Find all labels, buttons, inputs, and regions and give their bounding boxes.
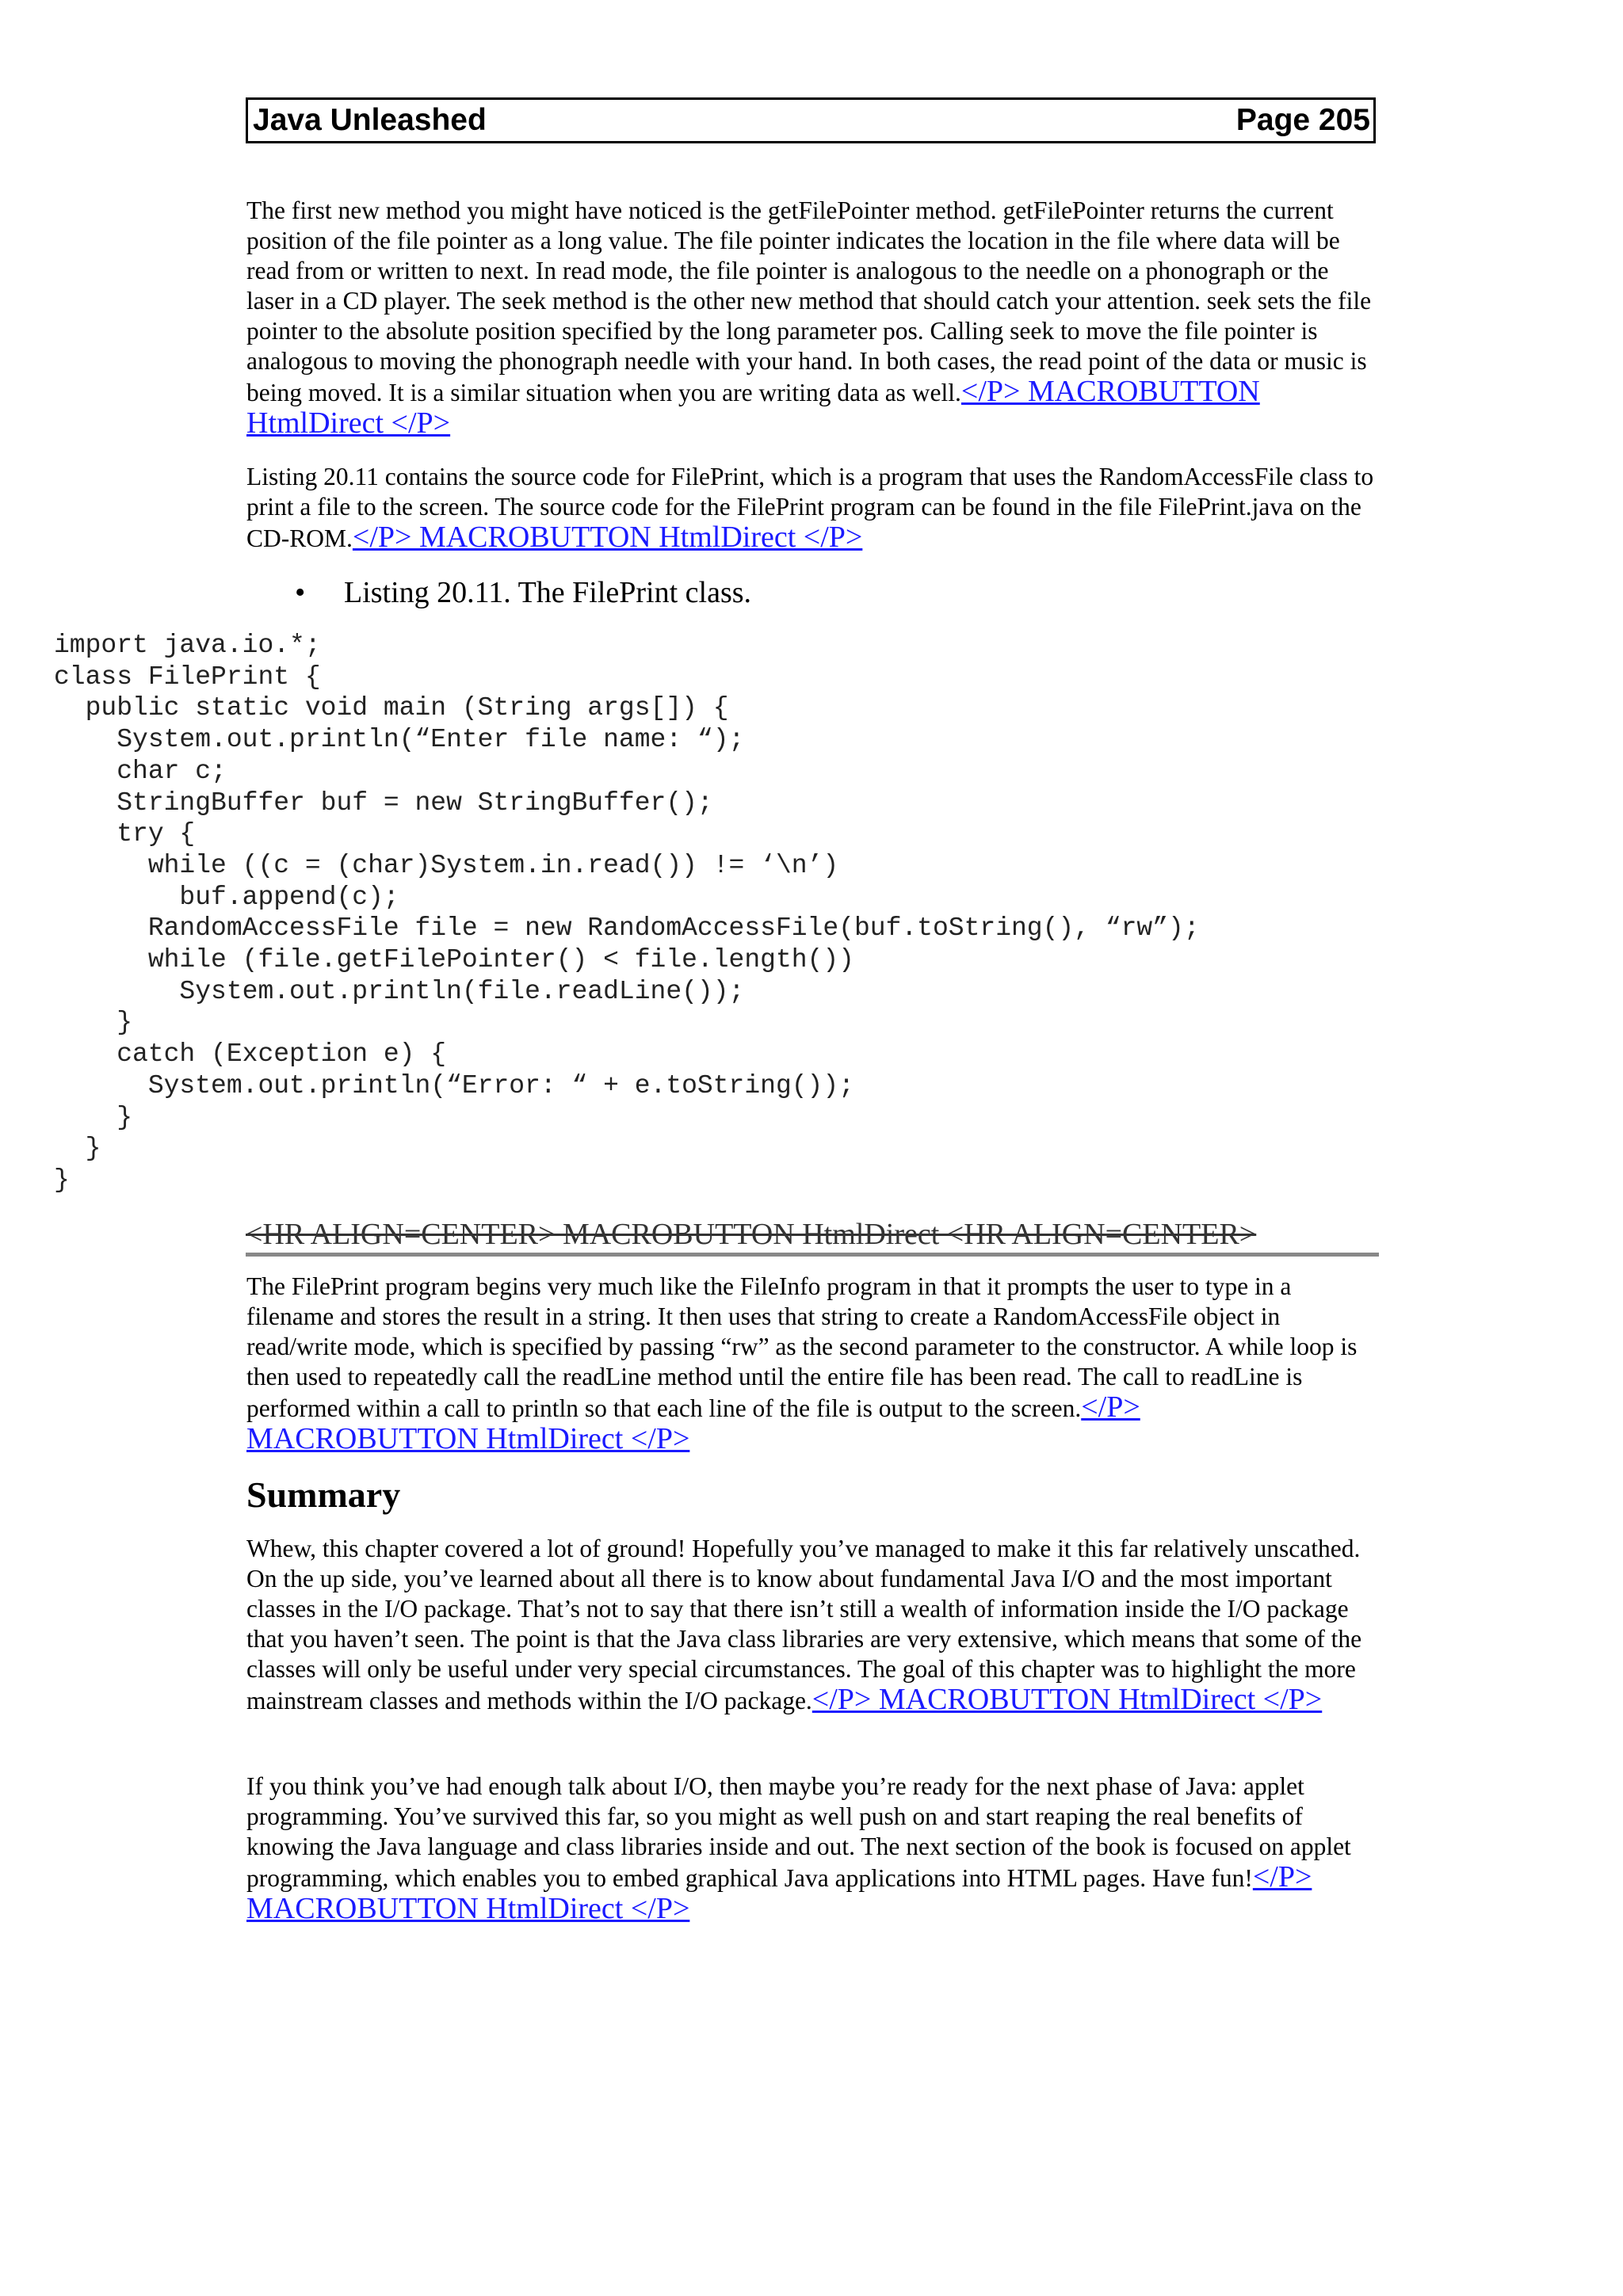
macrobutton-link[interactable]: </P> MACROBUTTON HtmlDirect </P>	[812, 1683, 1323, 1716]
section-heading-summary: Summary	[246, 1474, 401, 1515]
paragraph-fileprint-description	[246, 1272, 1380, 1455]
book-title: Java Unleashed	[253, 103, 487, 137]
bullet-icon: •	[295, 576, 306, 609]
macrobutton-link[interactable]: </P> MACROBUTTON HtmlDirect </P>	[352, 521, 863, 554]
paragraph-listing-intro	[246, 462, 1380, 554]
hr-macro-line[interactable]: <HR ALIGN=CENTER> MACROBUTTON HtmlDirect <HR ALIGN=CENTER>	[246, 1216, 1379, 1257]
listing-caption	[295, 574, 751, 611]
paragraph-next-section	[246, 1772, 1380, 1925]
paragraph-file-pointer	[246, 196, 1380, 440]
macrobutton-link[interactable]: </P> MACROBUTTON HtmlDirect </P>	[246, 1860, 1312, 1925]
paragraph-text: Whew, this chapter covered a lot of ground! Hopefully you’ve managed to make it this far relatively unscathed. On the up side, you’ve learned about all there is to know about fundamental Java I/O and the most important classes in the I/O package. That’s not to say that there isn’t still a wealth of information inside the I/O package that you haven’t seen. The point is that the Java class libraries are very extensive, which means that some of the classes will only be useful under very special circumstances. The goal of this chapter was to highlight the more mainstream classes and methods within the I/O package.	[246, 1535, 1362, 1714]
paragraph-text: Listing 20.11 contains the source code for FilePrint, which is a program that uses the RandomAccessFile class to print a file to the screen. The source code for the FilePrint program can be found in the file FilePrint.java on the CD-ROM.	[246, 463, 1374, 552]
macrobutton-link[interactable]: </P> MACROBUTTON HtmlDirect </P>	[246, 375, 1260, 440]
paragraph-text: The first new method you might have noticed is the getFilePointer method. getFilePointer returns the current position of the file pointer as a long value. The file pointer indicates the location in the file where data will be read from or written to next. In read mode, the file pointer is analogous to the needle on a phonograph or the laser in a CD player. The seek method is the other new method that should catch your attention. seek sets the file pointer to the absolute position specified by the long parameter pos. Calling seek to move the file pointer is analogous to moving the phonograph needle with your hand. In both cases, the read point of the data or music is being moved. It is a similar situation when you are writing data as well.	[246, 196, 1372, 406]
listing-caption-text: Listing 20.11. The FilePrint class.	[344, 576, 752, 609]
paragraph-text: If you think you’ve had enough talk about I/O, then maybe you’re ready for the next phase of Java: applet programming. You’ve survived this far, so you might as well push on and start reaping the real benefits of knowing the Java language and class libraries inside and out. The next section of the book is focused on applet programming, which enables you to embed graphical Java applications into HTML pages. Have fun!	[246, 1772, 1351, 1892]
macrobutton-link[interactable]: </P> MACROBUTTON HtmlDirect </P>	[246, 1390, 1140, 1455]
code-listing: import java.io.*; class FilePrint { public static void main (String args[]) { System.out.println(“Enter file name: “); char c; StringBuffer buf = new StringBuffer(); try { while ((c = (char)System.in.read()) != ‘\n’) buf.append(c); RandomAccessFile file = new RandomAccessFile(buf.toString(), “rw”); while (file.getFilePointer() < file.length()) System.out.println(file.readLine()); } catch (Exception e) { System.out.println(“Error: “ + e.toString()); } } }	[54, 631, 1200, 1195]
page-number: Page 205	[1235, 103, 1370, 137]
page-header	[246, 97, 1376, 143]
paragraph-summary	[246, 1534, 1380, 1716]
paragraph-text: The FilePrint program begins very much like the FileInfo program in that it prompts the user to type in a filename and stores the result in a string. It then uses that string to create a RandomAccessFile object in read/write mode, which is specified by passing “rw” as the second parameter to the constructor. A while loop is then used to repeatedly call the readLine method until the entire file has been read. The call to readLine is performed within a call to println so that each line of the file is output to the screen.	[246, 1272, 1358, 1422]
